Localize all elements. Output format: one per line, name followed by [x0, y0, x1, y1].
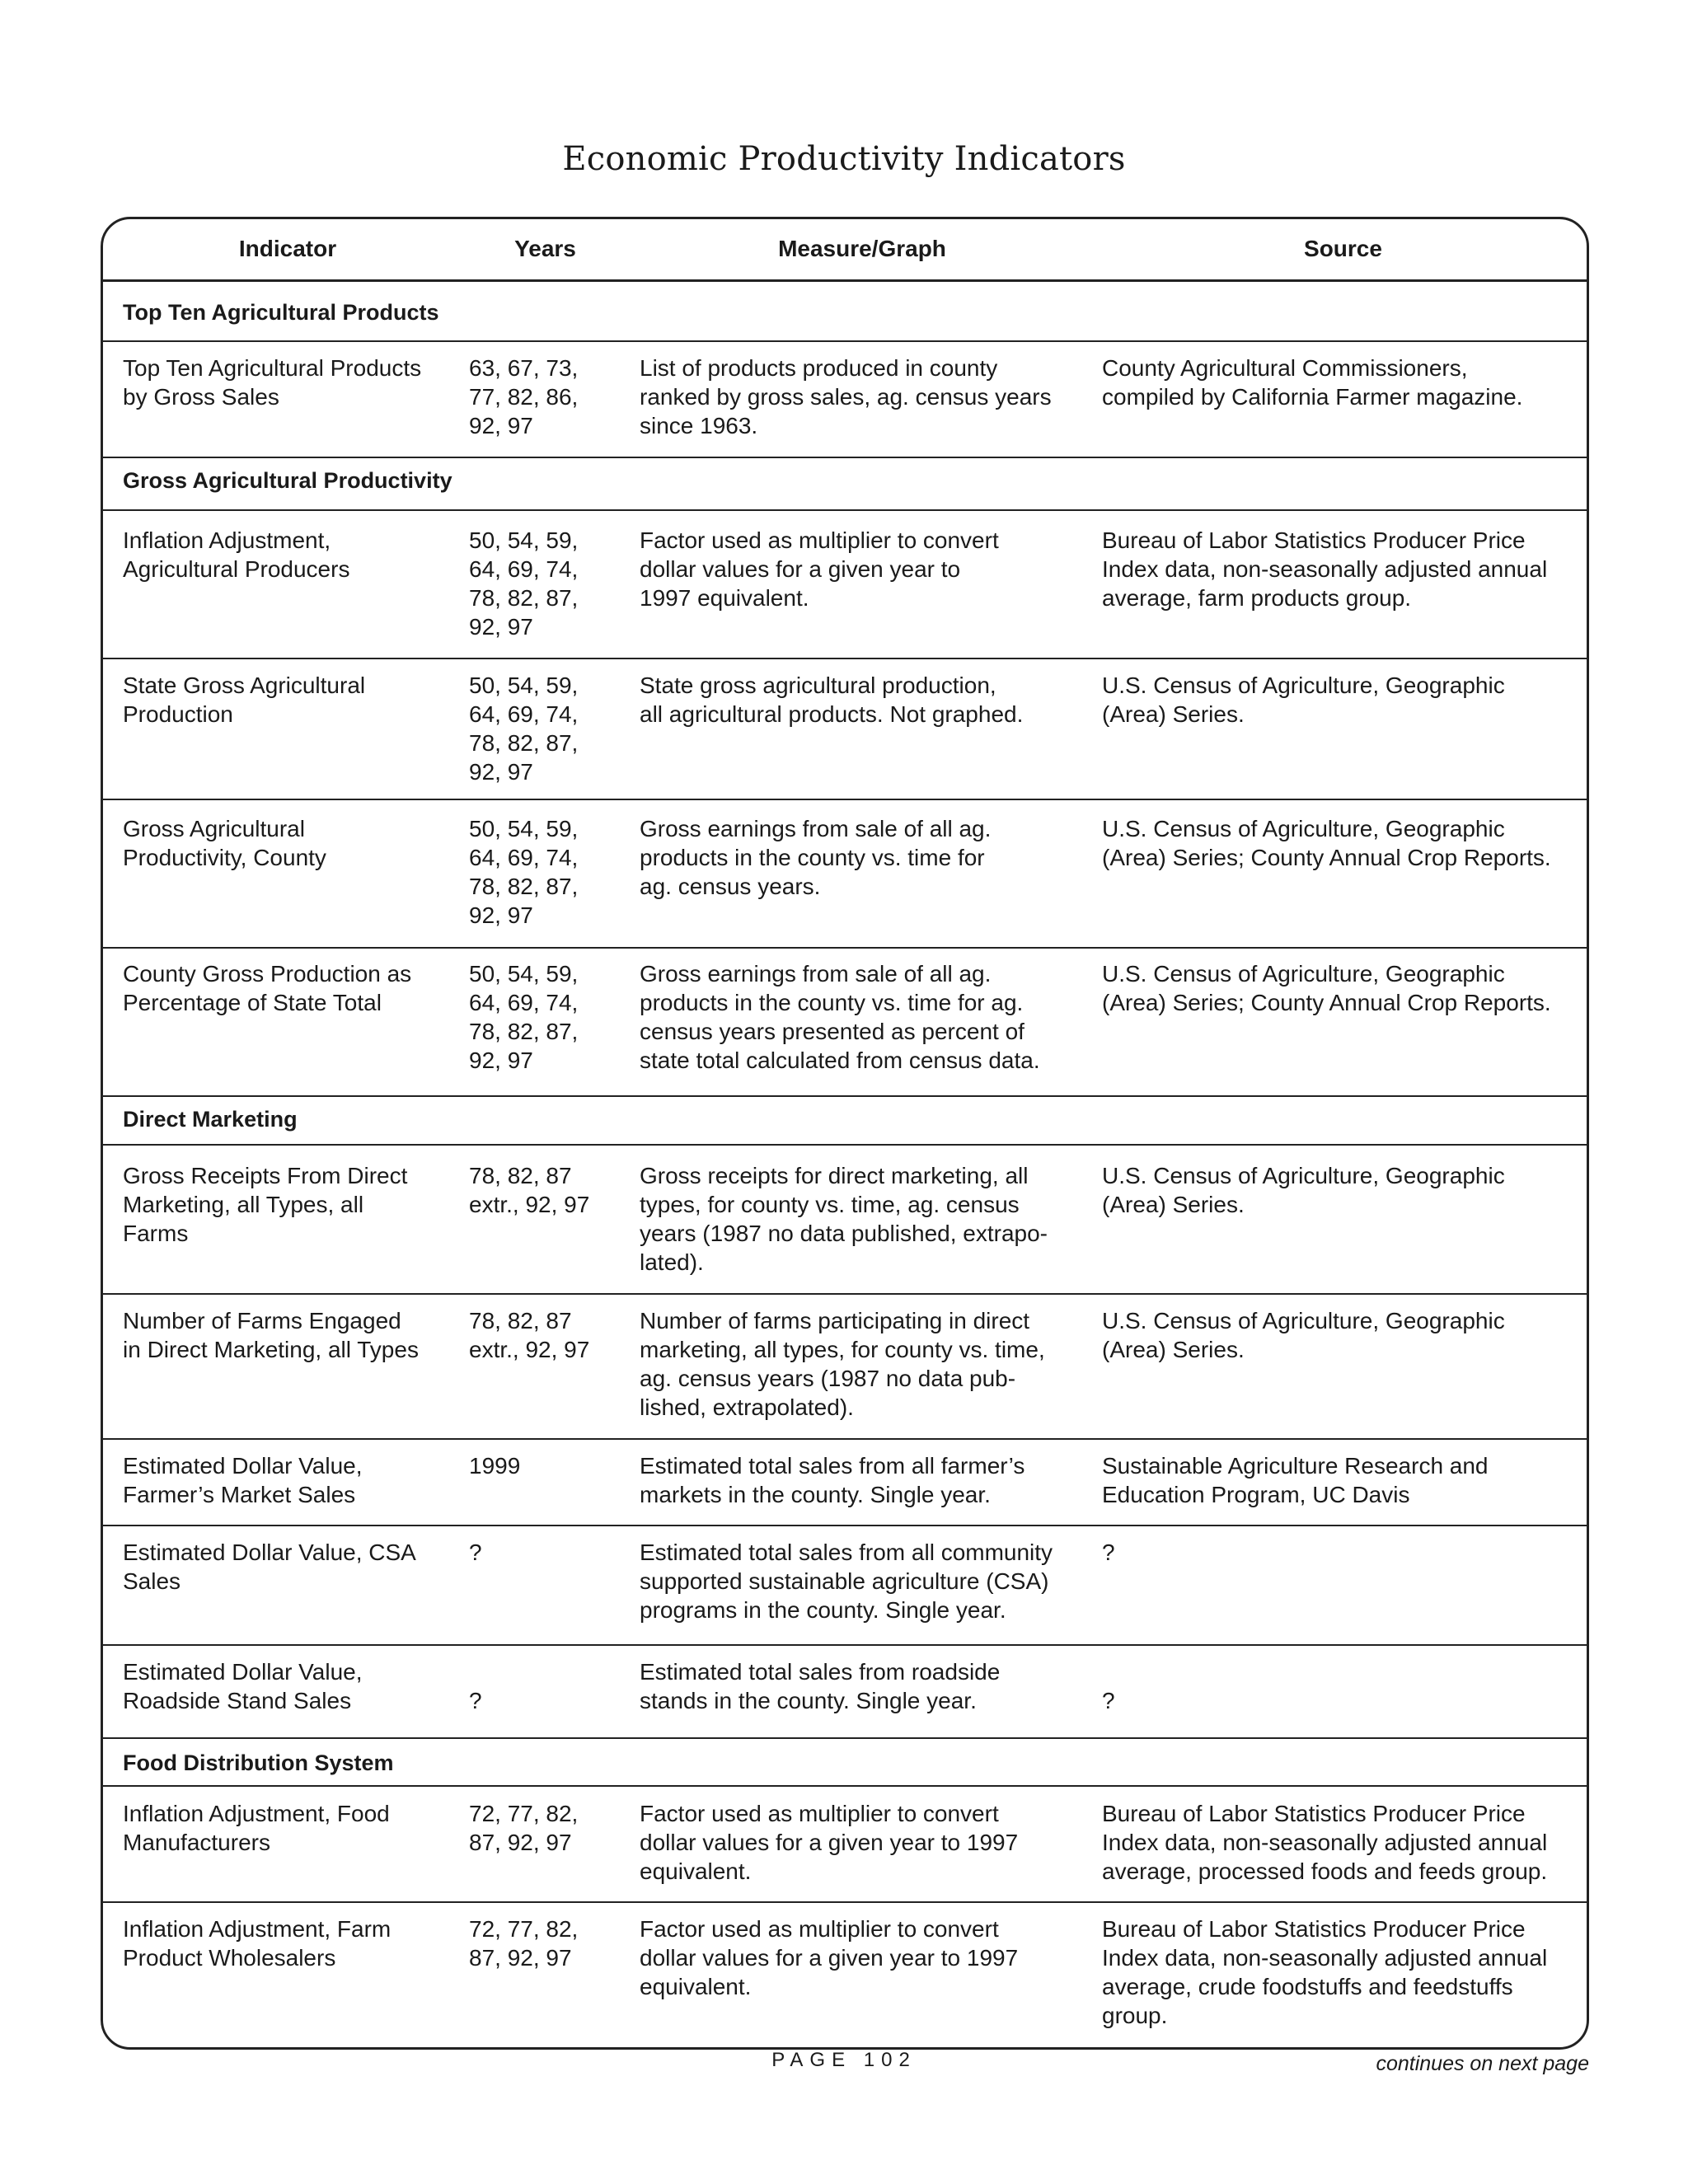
row-divider: [103, 1785, 1587, 1787]
cell-years: 63, 67, 73, 77, 82, 86, 92, 97: [469, 355, 579, 438]
row-divider: [103, 1095, 1587, 1097]
section-title-food-distribution: Food Distribution System: [123, 1750, 394, 1775]
row-divider: [103, 947, 1587, 949]
row-divider: [103, 1737, 1587, 1739]
cell-source: U.S. Census of Agriculture, Geographic (Area) Series; County Annual Crop Reports.: [1102, 816, 1551, 870]
row-divider: [103, 1525, 1587, 1526]
cell-source: Sustainable Agriculture Research and Education Program, UC Davis: [1102, 1453, 1489, 1507]
cell-measure: Gross earnings from sale of all ag. products in the county vs. time for ag. census years.: [640, 816, 992, 899]
cell-source: U.S. Census of Agriculture, Geographic (Area) Series; County Annual Crop Reports.: [1102, 961, 1551, 1015]
cell-source: Bureau of Labor Statistics Producer Price Index data, non-seasonally adjusted annual average, farm products group.: [1102, 527, 1548, 611]
cell-years: 50, 54, 59, 64, 69, 74, 78, 82, 87, 92, 97: [469, 673, 579, 785]
cell-measure: List of products produced in county ranked by gross sales, ag. census years since 1963.: [640, 355, 1052, 438]
cell-years: 50, 54, 59, 64, 69, 74, 78, 82, 87, 92, 97: [469, 816, 579, 928]
cell-indicator: Gross Receipts From Direct Marketing, all Types, all Farms: [123, 1163, 408, 1246]
cell-source: Bureau of Labor Statistics Producer Price Index data, non-seasonally adjusted annual average, crude foodstuffs and feedstuffs group.: [1102, 1916, 1548, 2028]
page-number: PAGE 102: [771, 2049, 917, 2071]
cell-indicator: State Gross Agricultural Production: [123, 673, 366, 727]
cell-years: ?: [469, 1540, 482, 1565]
cell-measure: Number of farms participating in direct marketing, all types, for county vs. time, ag. census years (1987 no data pub- lished, extrapolated).: [640, 1308, 1045, 1420]
cell-years: 72, 77, 82, 87, 92, 97: [469, 1801, 579, 1855]
cell-measure: Estimated total sales from all farmer’s markets in the county. Single year.: [640, 1453, 1025, 1507]
cell-indicator: Inflation Adjustment, Farm Product Wholesalers: [123, 1916, 392, 1971]
cell-years: 1999: [469, 1453, 521, 1479]
row-divider: [103, 1144, 1587, 1146]
cell-measure: Factor used as multiplier to convert dollar values for a given year to 1997 equivalent.: [640, 527, 999, 611]
cell-source: U.S. Census of Agriculture, Geographic (Area) Series.: [1102, 1163, 1505, 1217]
row-divider: [103, 457, 1587, 458]
cell-years: ?: [469, 1688, 482, 1713]
cell-source: U.S. Census of Agriculture, Geographic (Area) Series.: [1102, 673, 1505, 727]
header-years: Years: [514, 236, 576, 261]
row-divider: [103, 799, 1587, 800]
cell-source: U.S. Census of Agriculture, Geographic (Area) Series.: [1102, 1308, 1505, 1362]
cell-indicator: Inflation Adjustment, Agricultural Producers: [123, 527, 350, 582]
indicators-table: [101, 217, 1589, 2050]
cell-measure: Gross earnings from sale of all ag. products in the county vs. time for ag. census years presented as percent of state total calculated from census data.: [640, 961, 1040, 1073]
table-header-row: [103, 219, 1587, 282]
header-measure-graph: Measure/Graph: [778, 236, 946, 261]
cell-indicator: Estimated Dollar Value, Farmer’s Market Sales: [123, 1453, 363, 1507]
cell-indicator: Inflation Adjustment, Food Manufacturers: [123, 1801, 390, 1855]
cell-source: ?: [1102, 1540, 1115, 1565]
cell-years: 78, 82, 87 extr., 92, 97: [469, 1308, 590, 1362]
cell-measure: State gross agricultural production, all agricultural products. Not graphed.: [640, 673, 1024, 727]
continues-note: continues on next page: [1376, 2052, 1589, 2075]
cell-source: Bureau of Labor Statistics Producer Price Index data, non-seasonally adjusted annual average, processed foods and feeds group.: [1102, 1801, 1548, 1884]
cell-indicator: Estimated Dollar Value, CSA Sales: [123, 1540, 416, 1594]
cell-indicator: Number of Farms Engaged in Direct Marketing, all Types: [123, 1308, 419, 1362]
section-title-gross-ag-productivity: Gross Agricultural Productivity: [123, 468, 452, 493]
cell-indicator: Gross Agricultural Productivity, County: [123, 816, 326, 870]
row-divider: [103, 509, 1587, 511]
cell-measure: Estimated total sales from all community supported sustainable agriculture (CSA) programs in the county. Single year.: [640, 1540, 1053, 1623]
cell-measure: Estimated total sales from roadside stands in the county. Single year.: [640, 1659, 1001, 1713]
row-divider: [103, 340, 1587, 342]
row-divider: [103, 1293, 1587, 1295]
cell-measure: Factor used as multiplier to convert dollar values for a given year to 1997 equivalent.: [640, 1801, 1019, 1884]
cell-years: 78, 82, 87 extr., 92, 97: [469, 1163, 590, 1217]
cell-indicator: Top Ten Agricultural Products by Gross Sales: [123, 355, 422, 410]
cell-years: 50, 54, 59, 64, 69, 74, 78, 82, 87, 92, 97: [469, 961, 579, 1073]
header-source: Source: [1304, 236, 1382, 261]
cell-source: County Agricultural Commissioners, compiled by California Farmer magazine.: [1102, 355, 1523, 410]
cell-indicator: County Gross Production as Percentage of State Total: [123, 961, 412, 1015]
header-indicator: Indicator: [238, 236, 337, 261]
cell-source: ?: [1102, 1688, 1115, 1713]
row-divider: [103, 658, 1587, 659]
row-divider: [103, 1644, 1587, 1646]
section-title-direct-marketing: Direct Marketing: [123, 1107, 298, 1132]
section-title-top-ten: Top Ten Agricultural Products: [123, 300, 439, 325]
page-title: Economic Productivity Indicators: [562, 140, 1126, 178]
cell-measure: Gross receipts for direct marketing, all types, for county vs. time, ag. census years (1987 no data published, extrapo- lated).: [640, 1163, 1048, 1275]
cell-years: 72, 77, 82, 87, 92, 97: [469, 1916, 579, 1971]
cell-indicator: Estimated Dollar Value, Roadside Stand Sales: [123, 1659, 363, 1713]
cell-years: 50, 54, 59, 64, 69, 74, 78, 82, 87, 92, 97: [469, 527, 579, 640]
row-divider: [103, 1901, 1587, 1903]
row-divider: [103, 1438, 1587, 1440]
cell-measure: Factor used as multiplier to convert dollar values for a given year to 1997 equivalent.: [640, 1916, 1019, 1999]
